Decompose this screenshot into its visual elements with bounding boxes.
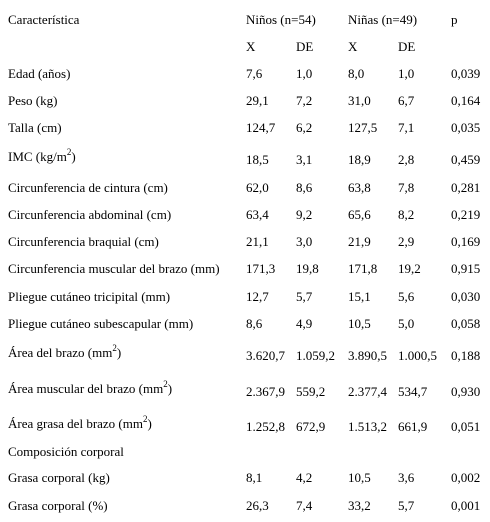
cell-boys-sd: 6,2 xyxy=(296,120,313,135)
cell-girls-sd: 7,1 xyxy=(398,120,415,135)
cell-boys-sd: 4,2 xyxy=(296,470,313,485)
cell-boys-mean: 21,1 xyxy=(246,234,269,249)
cell-p-value: 0,051 xyxy=(451,419,481,434)
cell-boys-sd: 8,6 xyxy=(296,180,313,195)
cell-boys-sd: 4,9 xyxy=(296,316,313,331)
row-label xyxy=(8,498,108,513)
cell-p-value: 0,002 xyxy=(451,470,481,485)
row-label xyxy=(8,234,159,249)
cell-girls-sd: 19,2 xyxy=(398,261,421,276)
cell-boys-mean: 1.252,8 xyxy=(246,419,285,434)
cell-girls-sd: 1,0 xyxy=(398,66,415,81)
row-label-text: Área muscular del brazo (mm xyxy=(8,381,164,396)
cell-girls-mean: 2.377,4 xyxy=(348,384,387,399)
row-label-text: Área del brazo (mm xyxy=(8,345,113,360)
cell-girls-sd: 5,7 xyxy=(398,498,415,513)
row-label-text: Circunferencia de cintura (cm) xyxy=(8,180,168,195)
cell-girls-sd: 5,0 xyxy=(398,316,415,331)
cell-girls-mean: 31,0 xyxy=(348,93,371,108)
cell-boys-mean: 2.367,9 xyxy=(246,384,285,399)
cell-girls-mean: 15,1 xyxy=(348,289,371,304)
cell-boys-mean: 171,3 xyxy=(246,261,276,276)
cell-boys-mean: 26,3 xyxy=(246,498,269,513)
cell-girls-mean: 3.890,5 xyxy=(348,348,387,363)
row-label-text: Grasa corporal (%) xyxy=(8,498,108,513)
cell-boys-mean: 124,7 xyxy=(246,120,276,135)
cell-girls-mean: 63,8 xyxy=(348,180,371,195)
row-label-text: Edad (años) xyxy=(8,66,71,81)
cell-girls-sd: 1.000,5 xyxy=(398,348,437,363)
cell-girls-mean: 33,2 xyxy=(348,498,371,513)
row-label-superscript: 2 xyxy=(66,147,72,157)
row-label xyxy=(8,470,110,485)
row-label xyxy=(8,316,193,331)
row-label-suffix: ) xyxy=(167,381,173,396)
row-label xyxy=(8,261,220,276)
row-label xyxy=(8,345,121,360)
cell-p-value: 0,281 xyxy=(451,180,481,195)
row-label-text: Área grasa del brazo (mm xyxy=(8,416,143,431)
cell-boys-mean: 18,5 xyxy=(246,152,269,167)
row-label-text: Pliegue cutáneo subescapular (mm) xyxy=(8,316,194,331)
cell-girls-sd: 6,7 xyxy=(398,93,415,108)
cell-girls-sd: 7,8 xyxy=(398,180,415,195)
cell-girls-mean: 18,9 xyxy=(348,152,371,167)
row-label-text: Circunferencia braquial (cm) xyxy=(8,234,159,249)
cell-p-value: 0,039 xyxy=(451,66,481,81)
cell-p-value: 0,030 xyxy=(451,289,481,304)
cell-girls-mean: 171,8 xyxy=(348,261,378,276)
cell-boys-mean: 7,6 xyxy=(246,66,263,81)
row-label xyxy=(8,120,62,135)
cell-girls-sd: 534,7 xyxy=(398,384,428,399)
row-label-text: Grasa corporal (kg) xyxy=(8,470,110,485)
header-girls-mean: X xyxy=(348,39,358,54)
row-label xyxy=(8,416,152,431)
header-p: p xyxy=(451,12,458,27)
cell-p-value: 0,915 xyxy=(451,261,481,276)
cell-girls-mean: 10,5 xyxy=(348,316,371,331)
header-girls-sd: DE xyxy=(398,39,416,54)
cell-girls-mean: 21,9 xyxy=(348,234,371,249)
header-characteristic: Característica xyxy=(8,12,80,27)
row-label xyxy=(8,289,170,304)
row-label-text: Circunferencia muscular del brazo (mm) xyxy=(8,261,220,276)
row-label-suffix: ) xyxy=(147,416,152,431)
row-label xyxy=(8,180,168,195)
cell-boys-sd: 5,7 xyxy=(296,289,313,304)
cell-boys-sd: 7,4 xyxy=(296,498,313,513)
cell-boys-mean: 12,7 xyxy=(246,289,269,304)
cell-p-value: 0,035 xyxy=(451,120,481,135)
row-label xyxy=(8,93,57,108)
cell-boys-sd: 672,9 xyxy=(296,419,326,434)
cell-boys-sd: 19,8 xyxy=(296,261,319,276)
cell-girls-sd: 3,6 xyxy=(398,470,415,485)
cell-girls-sd: 8,2 xyxy=(398,207,415,222)
cell-boys-mean: 8,1 xyxy=(246,470,263,485)
cell-girls-mean: 1.513,2 xyxy=(348,419,387,434)
cell-girls-sd: 2,8 xyxy=(398,152,415,167)
header-boys-mean: X xyxy=(246,39,256,54)
cell-boys-mean: 3.620,7 xyxy=(246,348,285,363)
cell-p-value: 0,058 xyxy=(451,316,481,331)
row-label-superscript: 2 xyxy=(143,414,148,424)
cell-p-value: 0,188 xyxy=(451,348,481,363)
row-label-suffix: ) xyxy=(71,149,76,164)
cell-boys-sd: 1.059,2 xyxy=(296,348,335,363)
row-label-text: Pliegue cutáneo tricipital (mm) xyxy=(8,289,171,304)
cell-girls-mean: 8,0 xyxy=(348,66,365,81)
cell-boys-mean: 63,4 xyxy=(246,207,269,222)
row-label-text: Composición corporal xyxy=(8,444,124,459)
cell-boys-mean: 29,1 xyxy=(246,93,269,108)
cell-p-value: 0,001 xyxy=(451,498,481,513)
cell-p-value: 0,459 xyxy=(451,152,481,167)
cell-girls-mean: 10,5 xyxy=(348,470,371,485)
cell-girls-mean: 127,5 xyxy=(348,120,378,135)
cell-girls-mean: 65,6 xyxy=(348,207,371,222)
row-label-superscript: 2 xyxy=(112,343,117,353)
row-label-superscript: 2 xyxy=(163,379,168,389)
cell-girls-sd: 5,6 xyxy=(398,289,415,304)
cell-boys-mean: 8,6 xyxy=(246,316,263,331)
cell-girls-sd: 661,9 xyxy=(398,419,428,434)
cell-boys-sd: 1,0 xyxy=(296,66,313,81)
header-boys-sd: DE xyxy=(296,39,314,54)
header-girls: Niñas (n=49) xyxy=(348,12,418,27)
cell-boys-sd: 7,2 xyxy=(296,93,313,108)
cell-p-value: 0,169 xyxy=(451,234,481,249)
cell-p-value: 0,930 xyxy=(451,384,481,399)
cell-boys-sd: 9,2 xyxy=(296,207,313,222)
cell-boys-sd: 3,1 xyxy=(296,152,313,167)
cell-boys-sd: 3,0 xyxy=(296,234,313,249)
row-label-text: Peso (kg) xyxy=(8,93,58,108)
row-label-text: IMC (kg/m xyxy=(8,149,67,164)
cell-p-value: 0,164 xyxy=(451,93,481,108)
row-label-text: Talla (cm) xyxy=(8,120,62,135)
row-label xyxy=(8,444,124,459)
row-label xyxy=(8,381,172,396)
cell-girls-sd: 2,9 xyxy=(398,234,415,249)
cell-p-value: 0,219 xyxy=(451,207,481,222)
cell-boys-sd: 559,2 xyxy=(296,384,326,399)
row-label xyxy=(8,149,76,164)
row-label xyxy=(8,66,70,81)
header-boys: Niños (n=54) xyxy=(246,12,316,27)
row-label xyxy=(8,207,171,222)
cell-boys-mean: 62,0 xyxy=(246,180,269,195)
row-label-text: Circunferencia abdominal (cm) xyxy=(8,207,172,222)
row-label-suffix: ) xyxy=(116,345,122,360)
